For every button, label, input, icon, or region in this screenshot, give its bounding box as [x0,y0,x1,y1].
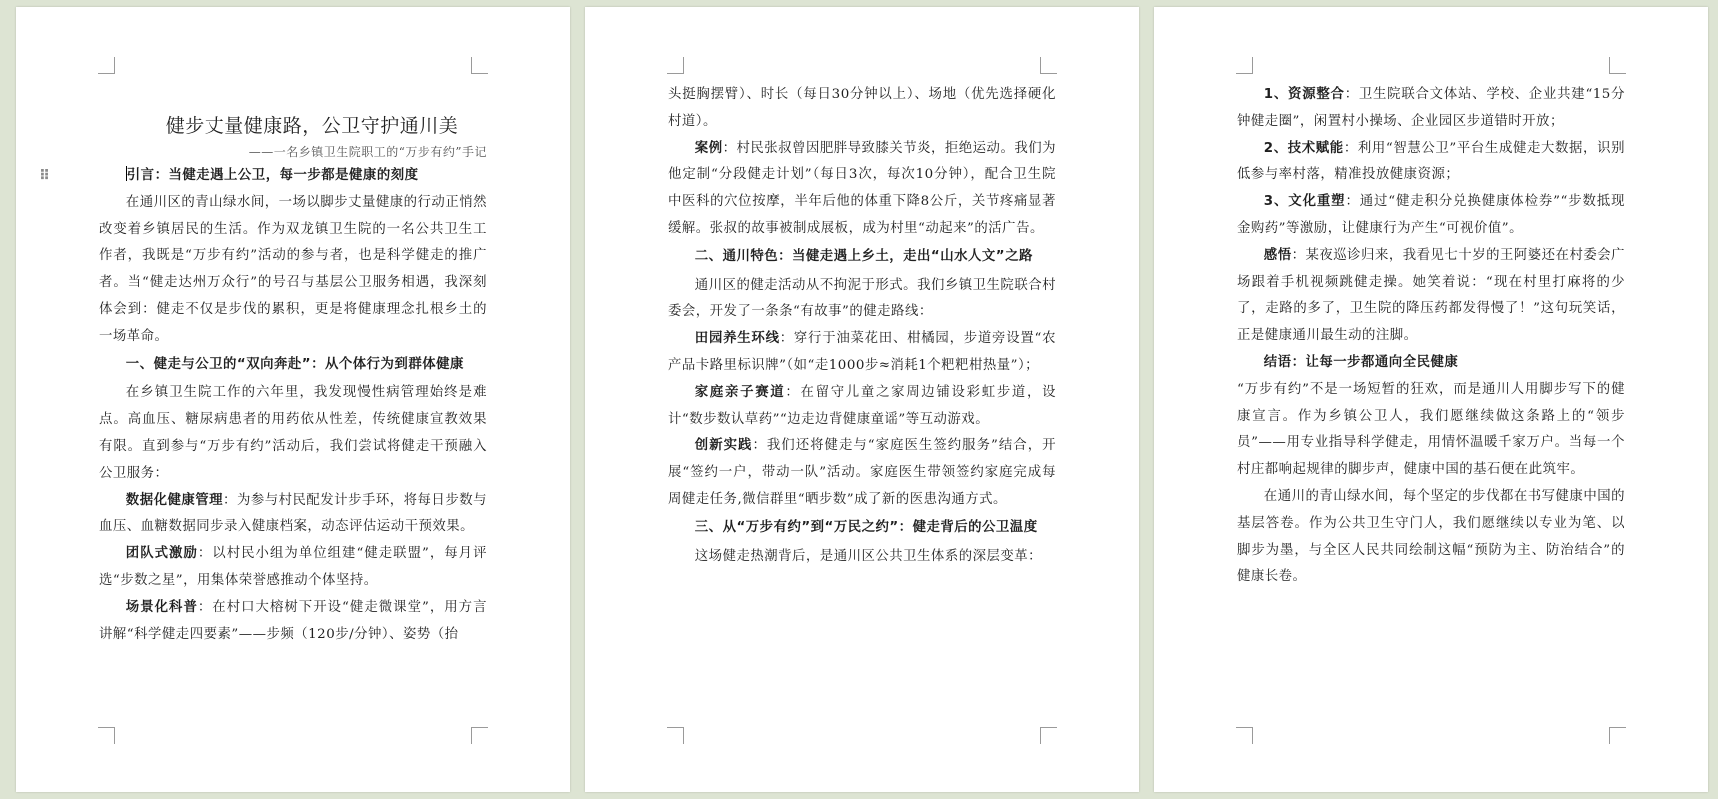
margin-corner-mark [1040,57,1057,74]
item-label: 案例 [694,140,723,156]
conclusion-heading[interactable]: 结语：让每一步都通向全民健康 [1263,354,1459,370]
route-family-track[interactable] [668,380,1056,434]
route-countryside-loop[interactable] [668,326,1056,380]
cultural-reshaping[interactable] [1237,189,1625,243]
item-science-popularization[interactable] [99,595,487,649]
margin-corner-mark [1236,57,1253,74]
margin-corner-mark [471,727,488,744]
section2-paragraph[interactable]: 通川区的健走活动从不拘泥于形式。我们乡镇卫生院联合村委会，开发了一条条“有故事”的健走路线： [668,277,1056,320]
margin-corner-mark [667,57,684,74]
document-title[interactable]: 健步丈量健康路，公卫守护通川美 [165,115,459,137]
item-label: 数据化健康管理 [125,492,224,508]
item-text: ：利用“智慧公卫”平台生成健走大数据，识别低参与率村落，精准投放健康资源； [1237,140,1625,183]
item-text: ：卫生院联合文体站、学校、企业共建“15分钟健走圈”，闲置村小操场、企业园区步道错时开放； [1237,87,1625,129]
intro-paragraph[interactable]: 在通川区的青山绿水间，一场以脚步丈量健康的行动正悄然改变着乡镇居民的生活。作为双龙镇卫生院的一名公共卫生工作者，我既是“万步有约”活动的参与者，也是科学健走的推广者。当“健走达州万众行”的号召与基层公卫服务相遇，我深刻体会到：健走不仅是步伐的累积，更是将健康理念扎根乡土的一场革命。 [99,194,487,344]
reflection-paragraph[interactable] [1237,243,1625,350]
section3-heading[interactable]: 三、从“万步有约”到“万民之约”：健走背后的公卫温度 [694,519,1038,535]
item-text: ：通过“健走积分兑换健康体检券”“步数抵现金购药”等激励，让健康行为产生“可视价值”。 [1237,194,1625,236]
resource-integration[interactable] [1237,82,1625,136]
item-label: 家庭亲子赛道 [694,384,786,400]
item-label: 团队式激励 [125,546,198,562]
item-label: 2、技术赋能 [1263,140,1344,156]
conclusion-paragraph[interactable]: “万步有约”不是一场短暂的狂欢，而是通川人用脚步写下的健康宣言。作为乡镇公卫人，我们愿继续做这条路上的“领步员”——用专业指导科学健走，用情怀温暖千家万户。当每一个村庄都响起规律的脚步声，健康中国的基石便在此筑牢。 [1237,381,1625,478]
margin-corner-mark [471,57,488,74]
item-text: ：在留守儿童之家周边铺设彩虹步道，设计“数步数认草药”“边走边背健康童谣”等互动游戏。 [668,384,1057,427]
section3-paragraph[interactable]: 这场健走热潮背后，是通川区公共卫生体系的深层变革： [694,548,1043,564]
section2-heading[interactable]: 二、通川特色：当健走遇上乡土，走出“山水人文”之路 [694,248,1033,264]
innovation-practice[interactable] [668,433,1056,513]
margin-corner-mark [98,727,115,744]
document-page-1[interactable] [16,7,570,792]
final-paragraph[interactable]: 在通川的青山绿水间，每个坚定的步伐都在书写健康中国的基层答卷。作为公共卫生守门人，我们愿继续以专业为笔、以脚步为墨，与全区人民共同绘制这幅“预防为主、防治结合”的健康长卷。 [1237,488,1625,585]
margin-corner-mark [1236,727,1253,744]
item-label: 创新实践 [694,438,753,454]
item-team-incentive[interactable] [99,541,487,595]
item-label: 场景化科普 [125,599,198,615]
case-paragraph[interactable] [668,136,1056,243]
lead-heading[interactable] [39,163,487,190]
document-subtitle[interactable]: ——一名乡镇卫生院职工的“万步有约”手记 [248,145,487,159]
margin-corner-mark [1609,57,1626,74]
margin-corner-mark [98,57,115,74]
item-label: 田园养生环线 [694,331,780,347]
document-page-2[interactable] [585,7,1139,792]
item-text: ：某夜巡诊归来，我看见七十岁的王阿婆还在村委会广场跟着手机视频跳健走操。她笑着说：“现在村里打麻将的少了，走路的多了，卫生院的降压药都发得慢了！”这句玩笑话，正是健康通川最生动的注脚。 [1237,247,1626,344]
item-text: ：穿行于油菜花田、柑橘园，步道旁设置“农产品卡路里标识牌”（如“走1000步≈消耗1个粑粑柑热量”）； [668,331,1056,373]
page-body[interactable] [1237,82,1625,591]
margin-corner-mark [1040,727,1057,744]
page-body[interactable] [39,111,488,648]
item-label: 1、资源整合 [1263,87,1345,102]
section1-heading[interactable]: 一、健走与公卫的“双向奔赴”：从个体行为到群体健康 [125,356,464,372]
drag-handle-icon[interactable]: ⠿ [39,168,50,184]
document-page-3[interactable] [1154,7,1708,792]
item-label: 3、文化重塑 [1263,194,1346,210]
page-body[interactable] [668,82,1056,570]
item-text: ：村民张叔曾因肥胖导致膝关节炎，拒绝运动。我们为他定制“分段健走计划”（每日3次，每次10分钟），配合卫生院中医科的穴位按摩，半年后他的体重下降8公斤，关节疼痛显著缓解。张叔的故事被制成展板，成为村里“动起来”的活广告。 [668,140,1057,236]
continued-paragraph[interactable]: 头挺胸摆臂）、时长（每日30分钟以上）、场地（优先选择硬化村道）。 [668,87,1056,129]
item-text: ：我们还将健走与“家庭医生签约服务”结合，开展“签约一户，带动一队”活动。家庭医生带领签约家庭完成每周健走任务,微信群里“晒步数”成了新的医患沟通方式。 [668,438,1056,507]
section1-paragraph[interactable]: 在乡镇卫生院工作的六年里，我发现慢性病管理始终是难点。高血压、糖尿病患者的用药依从性差，传统健康宣教效果有限。直到参与“万步有约”活动后，我们尝试将健走干预融入公卫服务： [99,385,487,481]
margin-corner-mark [1609,727,1626,744]
item-data-management[interactable] [99,488,487,542]
item-text: ：为参与村民配发计步手环，将每日步数与血压、血糖数据同步录入健康档案，动态评估运动干预效果。 [99,492,488,535]
lead-heading-text: 引言：当健走遇上公卫，每一步都是健康的刻度 [126,168,419,183]
technology-empowerment[interactable] [1237,136,1625,190]
margin-corner-mark [667,727,684,744]
item-label: 感悟 [1263,247,1292,263]
item-text: ：以村民小组为单位组建“健走联盟”，每月评选“步数之星”，用集体荣誉感推动个体坚持。 [99,546,487,588]
item-text: ：在村口大榕树下开设“健走微课堂”，用方言讲解“科学健走四要素”——步频（120步/分钟）、姿势（抬 [99,599,487,642]
